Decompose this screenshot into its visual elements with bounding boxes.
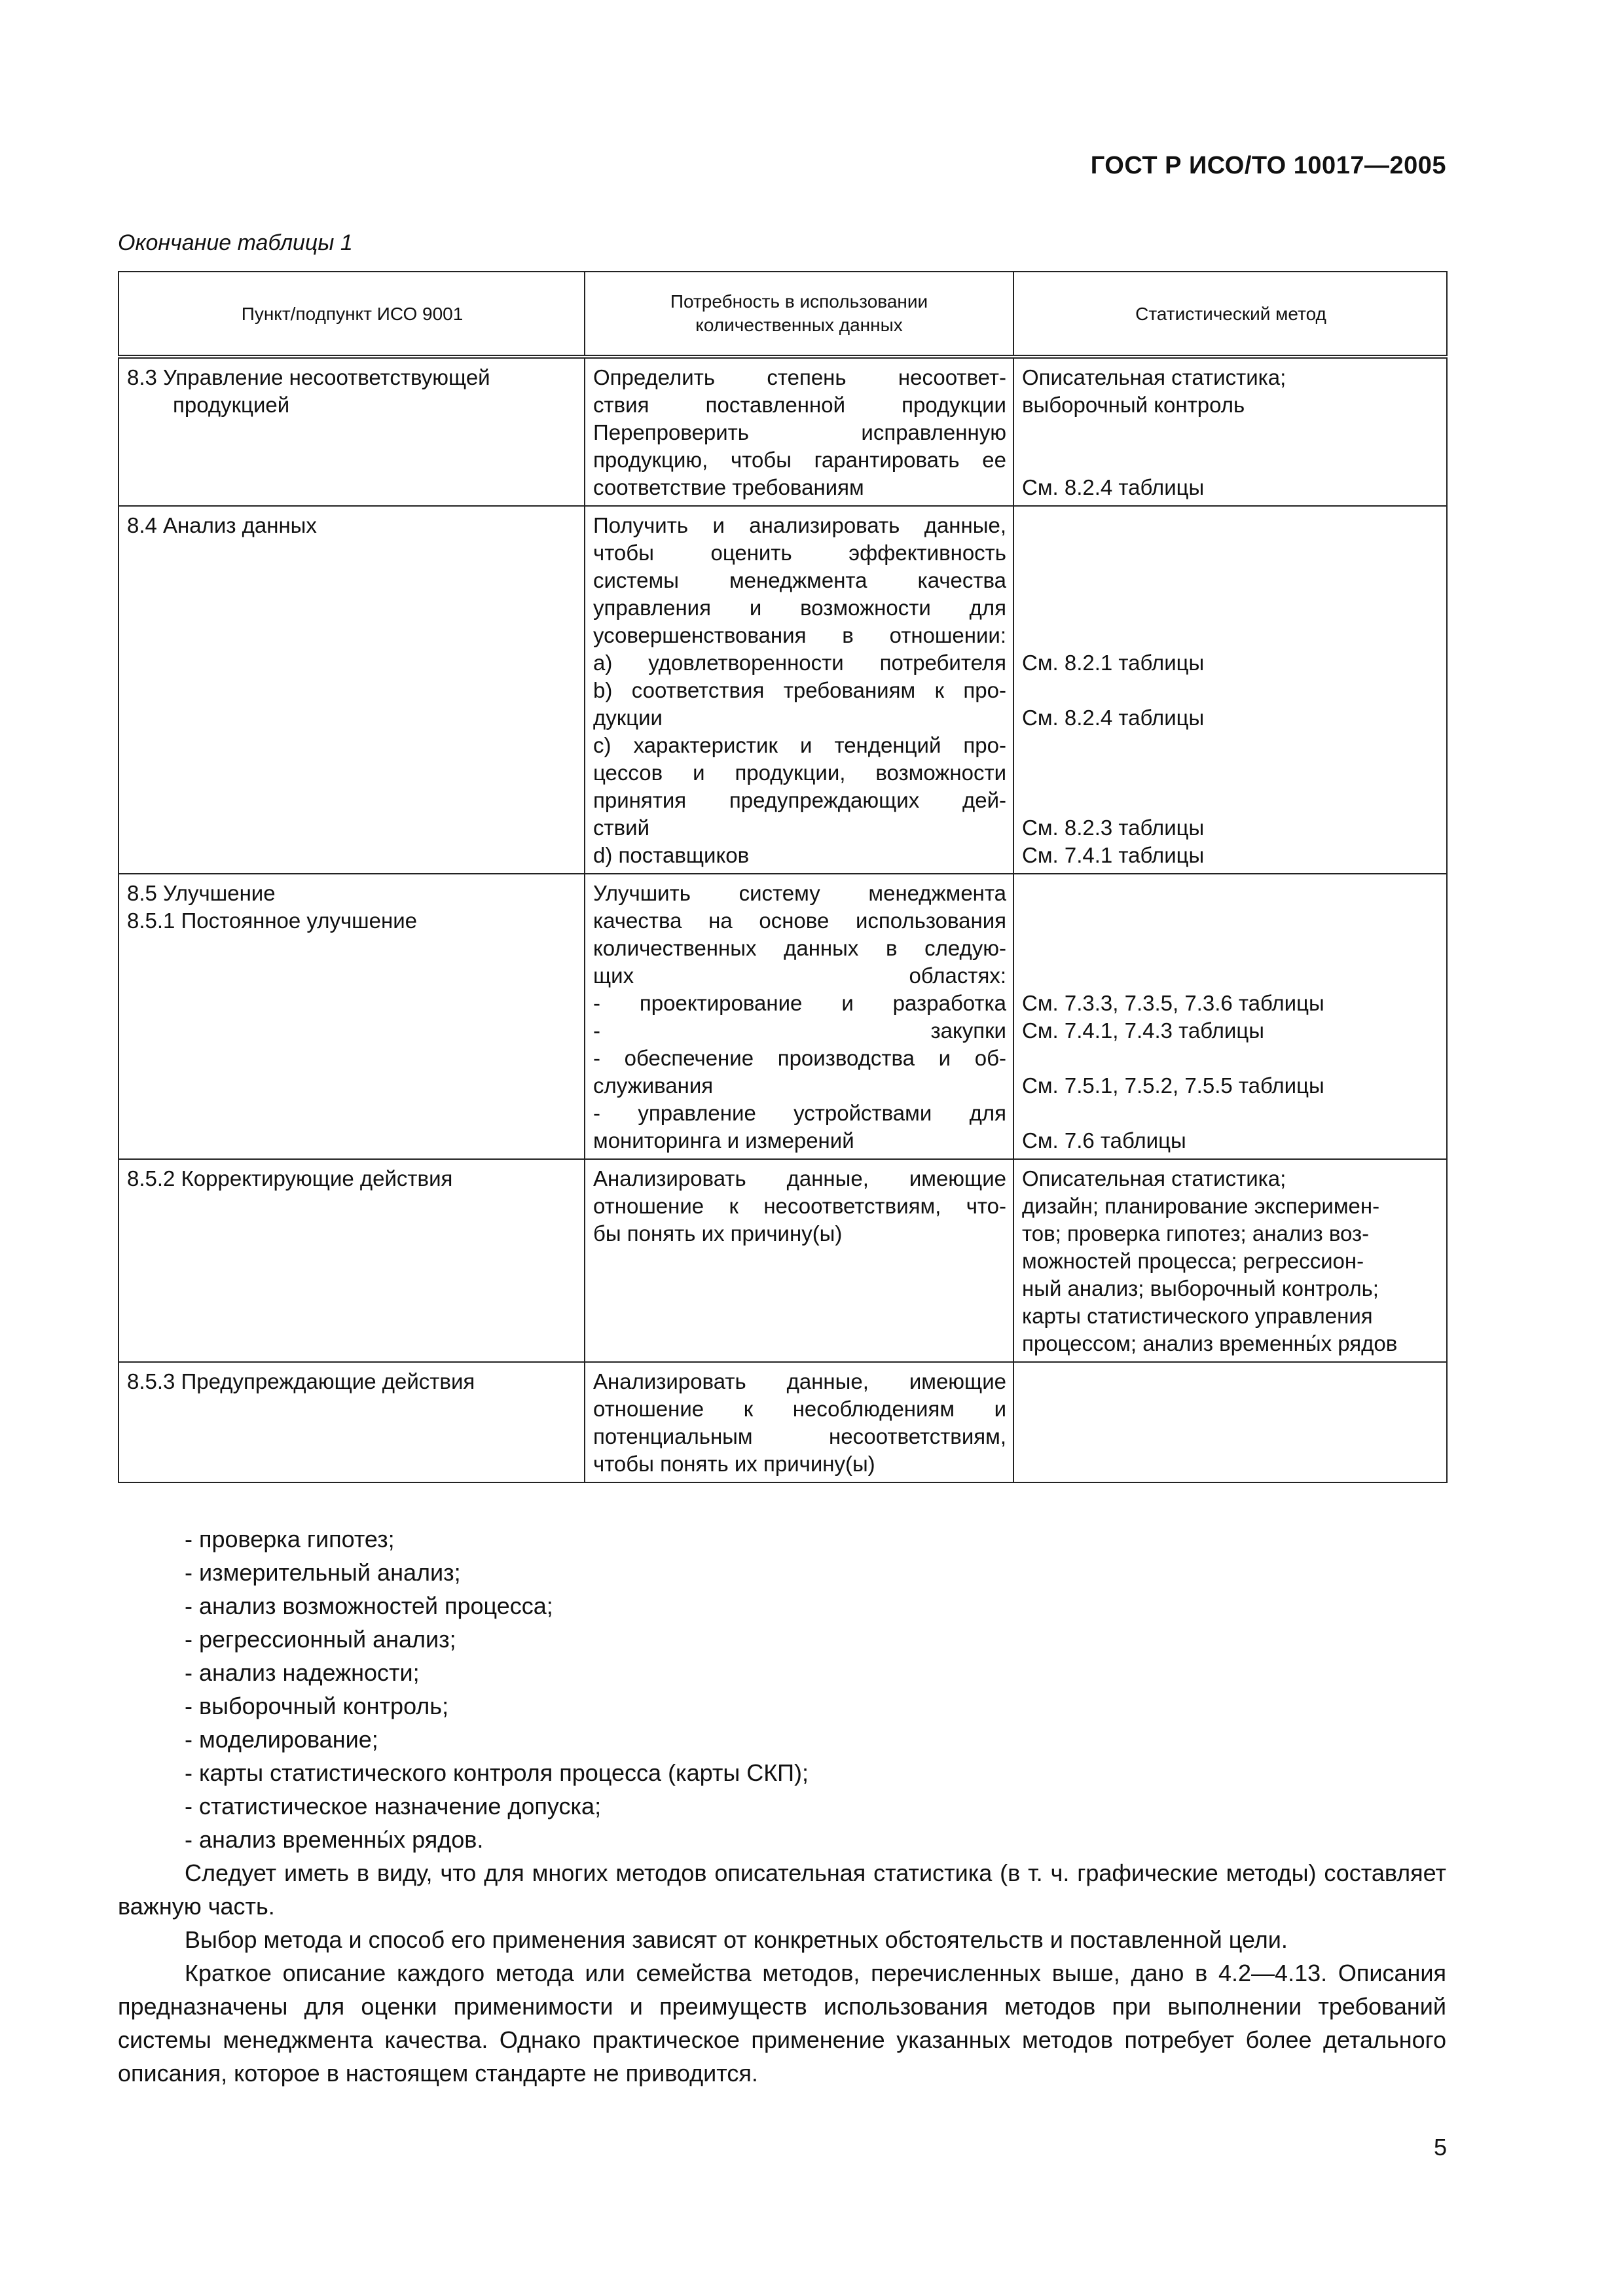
table-row (119, 874, 1447, 1159)
paragraph: Краткое описание каждого метода или семейства методов, перечисленных выше, дано в 4.2—4.13. Описания предназначены для оценки применимости и преимуществ использования методов при выполнении требований системы менеджмента качества. Однако практическое применение указанных методов потребует более детального описания, которое в настоящем стандарте не приводится. (118, 1960, 1446, 2087)
page-number: 5 (1433, 2134, 1447, 2161)
cell-line: Получить и анализировать данные, (593, 513, 1006, 537)
need-cell (585, 1362, 1013, 1482)
cell-line: - обеспечение производства и об- (593, 1046, 1006, 1070)
cell-line: карты статистического управления (1022, 1304, 1373, 1328)
clause-cell (119, 1362, 585, 1482)
list-item: - измерительный анализ; (185, 1559, 461, 1586)
cell-line: 8.3 Управление несоответствующей (127, 365, 490, 389)
cell-line: Описательная статистика; (1022, 365, 1286, 389)
method-cell (1013, 1362, 1447, 1482)
cell-line: принятия предупреждающих дей- (593, 788, 1006, 812)
method-cell (1013, 874, 1447, 1159)
cell-line (1022, 567, 1440, 594)
cell-line: - закупки (593, 1018, 1006, 1043)
cell-line: качества на основе использования (593, 908, 1006, 933)
cell-line (1022, 622, 1440, 649)
cell-line: чтобы оценить эффективность (593, 541, 1006, 565)
cell-line: 8.5.2 Корректирующие действия (127, 1166, 453, 1191)
column-header-method: Статистический метод (1013, 272, 1447, 357)
list-item: - анализ временны́х рядов. (185, 1826, 484, 1853)
cell-line: выборочный контроль (1022, 393, 1245, 417)
cell-line: соответствие требованиям (593, 475, 864, 499)
cell-line: Описательная статистика; (1022, 1166, 1286, 1191)
table-row (119, 1159, 1447, 1362)
cell-line: Перепроверить исправленную (593, 420, 1006, 444)
cell-line: количественных данных в следую- (593, 936, 1006, 960)
cell-line (1022, 732, 1440, 759)
methods-list (118, 1522, 1446, 1856)
cell-line: b) соответствия требованиям к про- (593, 678, 1006, 702)
cell-line: отношение к несоблюдениям и (593, 1397, 1006, 1421)
cell-line: d) поставщиков (593, 843, 750, 867)
cell-line: мониторинга и измерений (593, 1128, 854, 1153)
cell-line: продукцией (173, 393, 290, 417)
statistical-methods-table (118, 271, 1448, 1483)
cell-line: c) характеристик и тенденций про- (593, 733, 1006, 757)
cell-line: См. 8.2.3 таблицы (1022, 816, 1205, 840)
cell-line: - управление устройствами для (593, 1101, 1006, 1125)
cell-line: чтобы понять их причину(ы) (593, 1452, 875, 1476)
cell-line: Анализировать данные, имеющие (593, 1166, 1006, 1191)
cell-line (1022, 759, 1440, 787)
cell-line (1022, 962, 1440, 990)
cell-line: бы понять их причину(ы) (593, 1221, 843, 1246)
cell-line: ный анализ; выборочный контроль; (1022, 1276, 1379, 1300)
cell-line (1022, 1045, 1440, 1072)
cell-line: усовершенствования в отношении: (593, 623, 1006, 647)
cell-line: a) удовлетворенности потребителя (593, 651, 1006, 675)
cell-line (1022, 539, 1440, 567)
cell-line: ствия поставленной продукции (593, 393, 1006, 417)
column-header-clause: Пункт/подпункт ИСО 9001 (119, 272, 585, 357)
cell-line: Определить степень несоответ- (593, 365, 1006, 389)
cell-line: щих областях: (593, 963, 1006, 988)
body-text (118, 1522, 1446, 2090)
cell-line: 8.5 Улучшение (127, 881, 276, 905)
method-cell (1013, 506, 1447, 874)
list-item: - статистическое назначение допуска; (185, 1793, 602, 1820)
clause-cell (119, 1159, 585, 1362)
column-header-need: Потребность в использовании количественных данных (585, 272, 1013, 357)
cell-line: продукцию, чтобы гарантировать ее (593, 448, 1006, 472)
table-row (119, 1362, 1447, 1482)
cell-line (1022, 594, 1440, 622)
cell-line: ствий (593, 816, 650, 840)
list-item: - выборочный контроль; (185, 1693, 449, 1719)
paragraph: Выбор метода и способ его применения зависят от конкретных обстоятельств и поставленной цели. (185, 1926, 1288, 1953)
cell-line: См. 7.4.1 таблицы (1022, 843, 1205, 867)
document-designation: ГОСТ Р ИСО/ТО 10017—2005 (1090, 152, 1446, 179)
clause-cell (119, 357, 585, 506)
list-item: - проверка гипотез; (185, 1526, 395, 1552)
table-caption: Окончание таблицы 1 (118, 230, 353, 255)
cell-line: управления и возможности для (593, 596, 1006, 620)
cell-line: См. 8.2.4 таблицы (1022, 475, 1205, 499)
list-item: - анализ надежности; (185, 1659, 420, 1686)
cell-line: 8.5.1 Постоянное улучшение (127, 908, 417, 933)
clause-cell (119, 874, 585, 1159)
need-cell (585, 874, 1013, 1159)
cell-line: отношение к несоответствиям, что- (593, 1194, 1006, 1218)
cell-line: Улучшить систему менеджмента (593, 881, 1006, 905)
cell-line (1022, 935, 1440, 962)
cell-line: См. 8.2.4 таблицы (1022, 706, 1205, 730)
cell-line (1022, 419, 1440, 446)
need-cell (585, 506, 1013, 874)
table-header-row (119, 272, 1447, 357)
paragraph: Следует иметь в виду, что для многих методов описательная статистика (в т. ч. графические методы) составляет важную часть. (118, 1859, 1446, 1920)
cell-line (1022, 677, 1440, 704)
method-cell (1013, 357, 1447, 506)
table-row (119, 506, 1447, 874)
cell-line: тов; проверка гипотез; анализ воз- (1022, 1221, 1370, 1246)
cell-line: См. 7.5.1, 7.5.2, 7.5.5 таблицы (1022, 1073, 1324, 1098)
cell-line (1022, 446, 1440, 474)
list-item: - карты статистического контроля процесса (карты СКП); (185, 1759, 809, 1786)
list-item: - моделирование; (185, 1726, 378, 1753)
cell-line: См. 7.6 таблицы (1022, 1128, 1186, 1153)
cell-line: служивания (593, 1073, 714, 1098)
cell-line (1022, 880, 1440, 907)
cell-line (1022, 787, 1440, 814)
cell-line: 8.4 Анализ данных (127, 513, 317, 537)
cell-line: Анализировать данные, имеющие (593, 1369, 1006, 1393)
table-row (119, 357, 1447, 506)
cell-line (1022, 1100, 1440, 1127)
cell-line: См. 7.3.3, 7.3.5, 7.3.6 таблицы (1022, 991, 1324, 1015)
cell-line: 8.5.3 Предупреждающие действия (127, 1369, 475, 1393)
cell-line: цессов и продукции, возможности (593, 761, 1006, 785)
cell-line: можностей процесса; регрессион- (1022, 1249, 1364, 1273)
cell-line: системы менеджмента качества (593, 568, 1006, 592)
cell-line: дизайн; планирование эксперимен- (1022, 1194, 1380, 1218)
cell-line: - проектирование и разработка (593, 991, 1006, 1015)
method-cell (1013, 1159, 1447, 1362)
clause-cell (119, 506, 585, 874)
list-item: - анализ возможностей процесса; (185, 1592, 553, 1619)
list-item: - регрессионный анализ; (185, 1626, 456, 1653)
cell-line: дукции (593, 706, 663, 730)
cell-line: процессом; анализ временны́х рядов (1022, 1331, 1398, 1355)
cell-line (1022, 907, 1440, 935)
need-cell (585, 357, 1013, 506)
cell-line (1022, 512, 1440, 539)
cell-line: См. 8.2.1 таблицы (1022, 651, 1205, 675)
need-cell (585, 1159, 1013, 1362)
cell-line: потенциальным несоответствиям, (593, 1424, 1006, 1448)
cell-line: См. 7.4.1, 7.4.3 таблицы (1022, 1018, 1264, 1043)
